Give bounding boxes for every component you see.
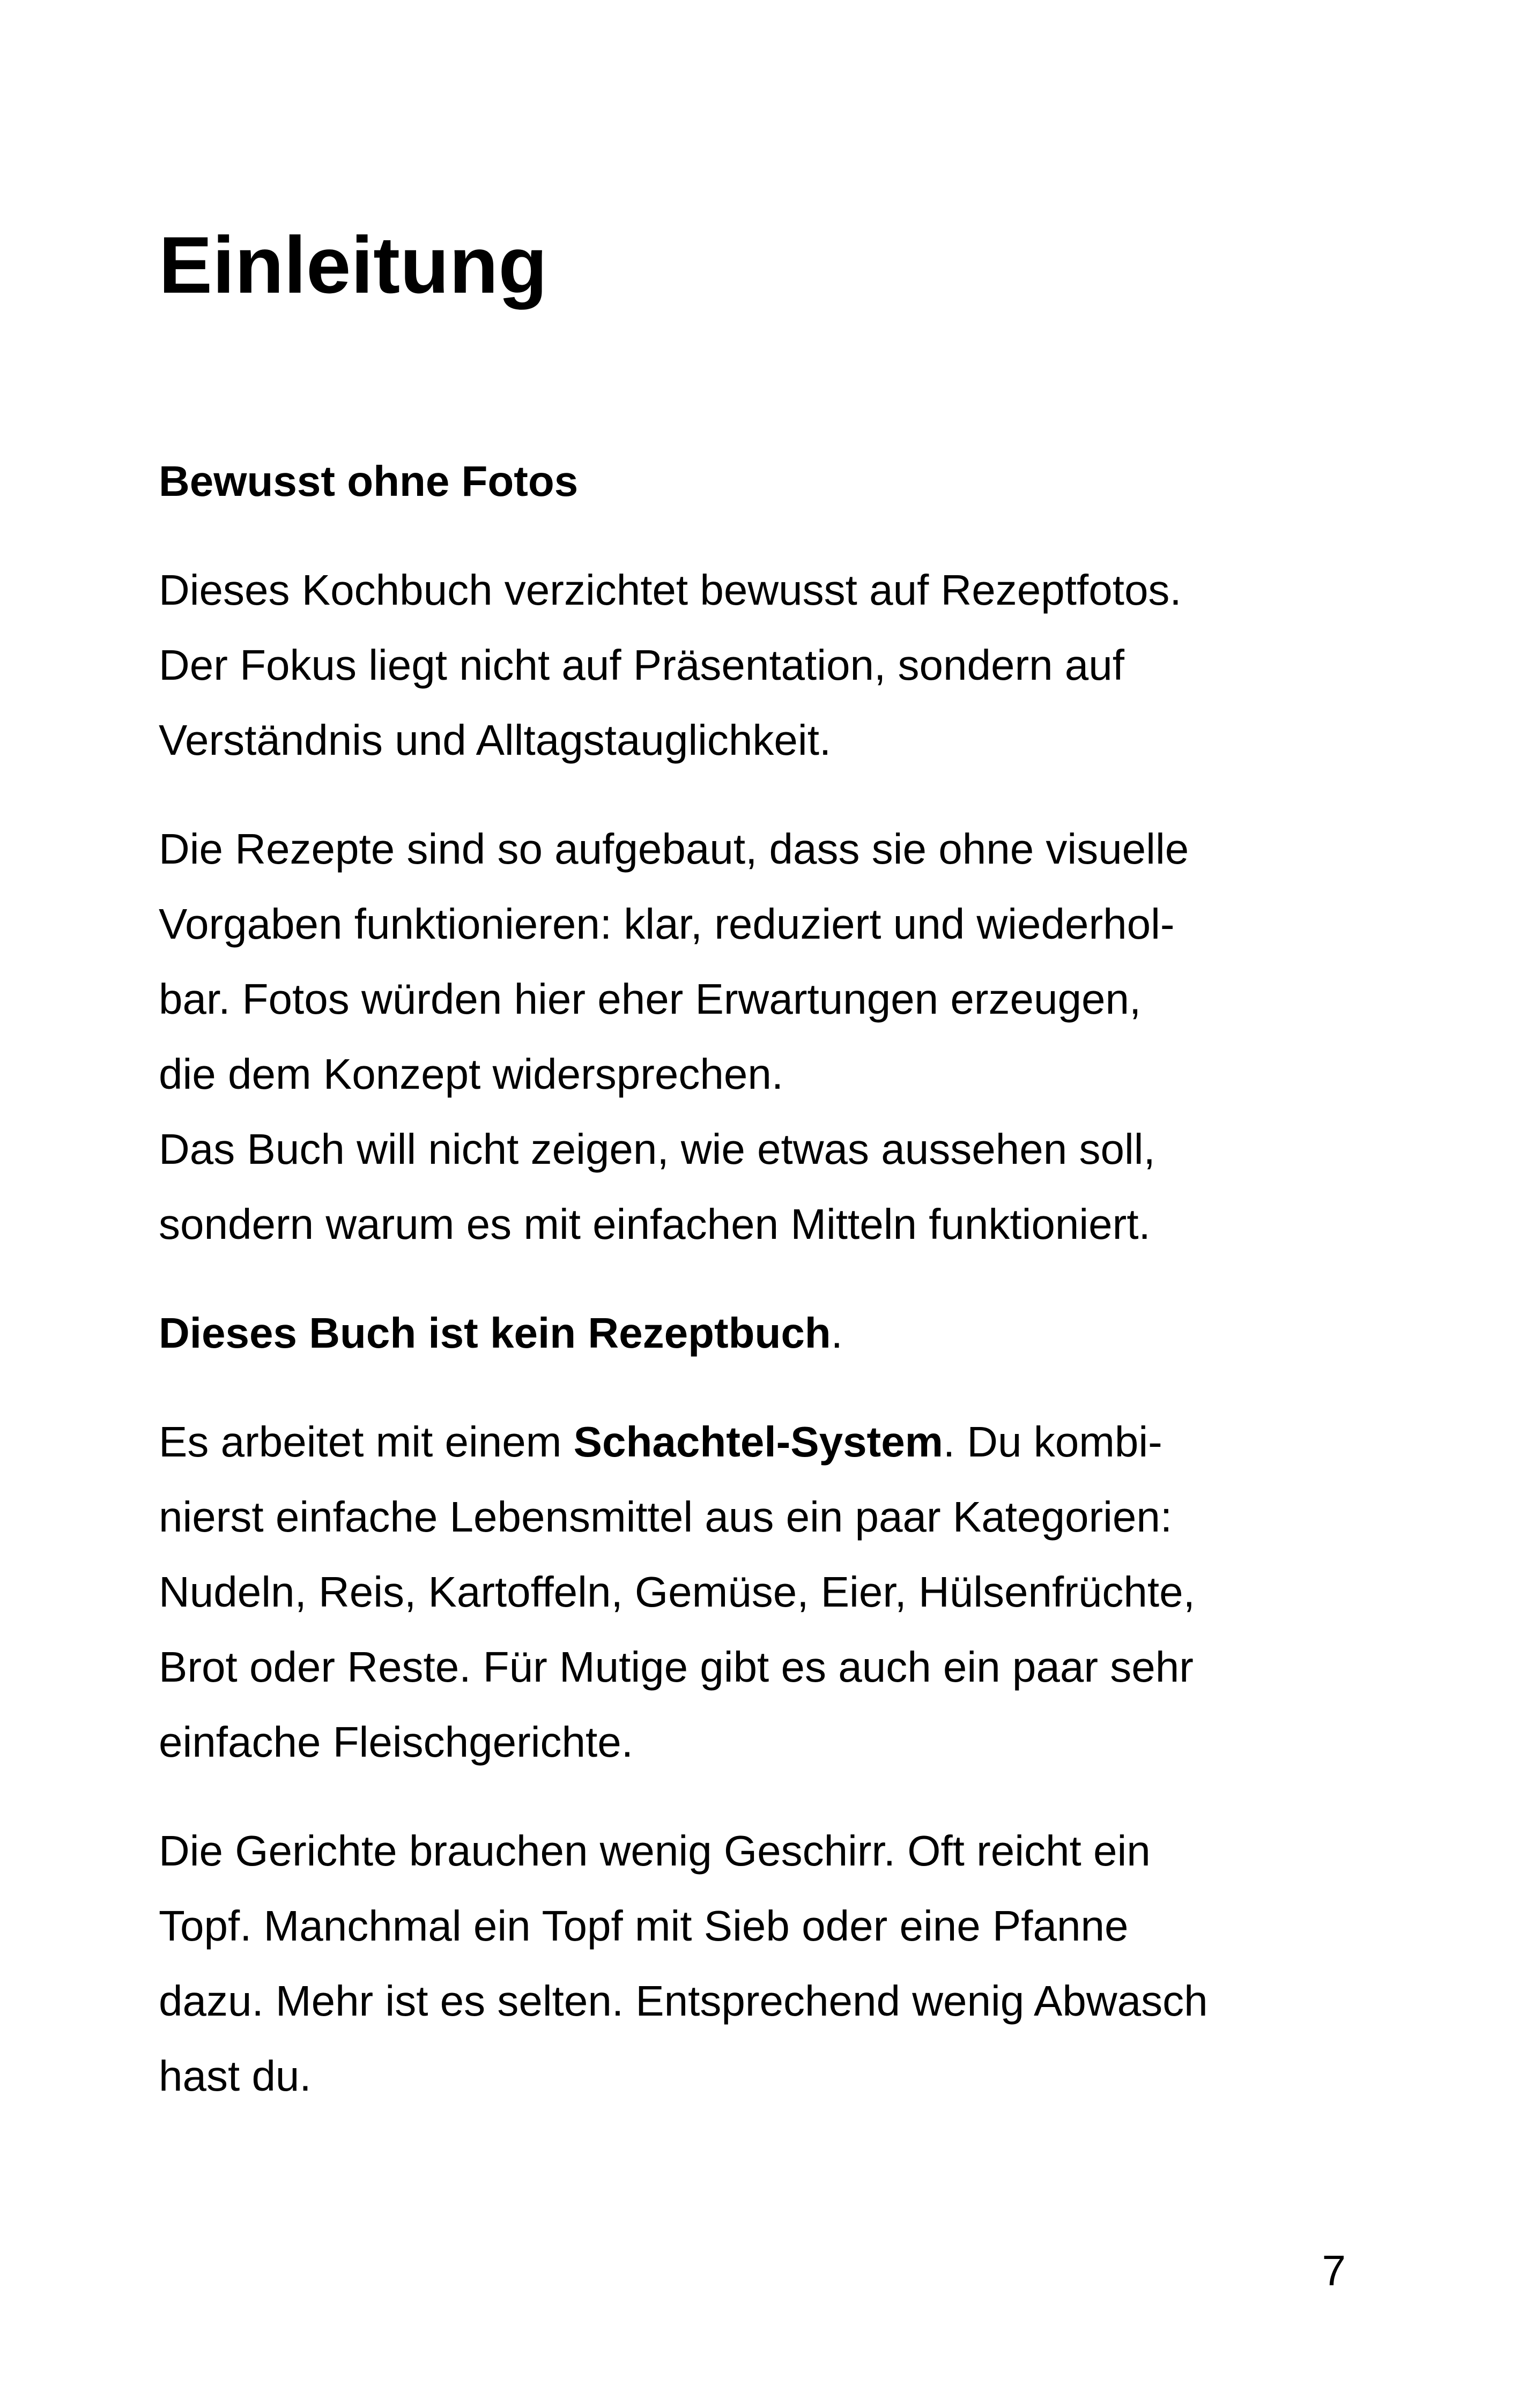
statement-end: . <box>831 1309 843 1357</box>
text-line: Brot oder Reste. Für Mutige gibt es auch ein paar sehr <box>159 1643 1194 1691</box>
text-line <box>159 1404 1365 1480</box>
schachtel-system-term: Schachtel-System <box>573 1418 943 1466</box>
text-line: nierst einfache Lebensmittel aus ein paar Kategorien: <box>159 1493 1173 1541</box>
statement-line <box>159 1296 1365 1371</box>
paragraph-gap <box>159 1262 1365 1296</box>
text-line: einfache Fleischgerichte. <box>159 1718 633 1766</box>
paragraph-gap <box>159 778 1365 812</box>
text-line: Die Rezepte sind so aufgebaut, dass sie ohne visuelle <box>159 825 1189 873</box>
paragraph-dishes <box>159 1814 1365 2114</box>
text-line: Vorgaben funktionieren: klar, reduziert und wiederhol- <box>159 900 1175 948</box>
text-line: Verständnis und Alltagstauglichkeit. <box>159 716 832 764</box>
text-line: Die Gerichte brauchen wenig Geschirr. Oft reicht ein <box>159 1827 1151 1875</box>
text-line: hast du. <box>159 2052 312 2100</box>
statement-bold: Dieses Buch ist kein Rezeptbuch <box>159 1309 831 1357</box>
text-line: dazu. Mehr ist es selten. Entsprechend wenig Abwasch <box>159 1977 1208 2025</box>
paragraph-gap <box>159 519 1365 553</box>
paragraph-no-photos <box>159 553 1365 778</box>
text-line: sondern warum es mit einfachen Mitteln funktioniert. <box>159 1200 1151 1248</box>
page-content <box>159 444 1365 2114</box>
paragraph-recipe-structure <box>159 812 1365 1262</box>
page-title: Einleitung <box>159 220 547 310</box>
text-fragment: . Du kombi- <box>943 1418 1162 1466</box>
paragraph-gap <box>159 1371 1365 1404</box>
text-fragment: Es arbeitet mit einem <box>159 1418 574 1466</box>
text-line: die dem Konzept widersprechen. <box>159 1050 784 1098</box>
text-line: Topf. Manchmal ein Topf mit Sieb oder eine Pfanne <box>159 1902 1129 1950</box>
text-line: Der Fokus liegt nicht auf Präsentation, sondern auf <box>159 641 1125 689</box>
text-line: Nudeln, Reis, Kartoffeln, Gemüse, Eier, Hülsenfrüchte, <box>159 1568 1195 1616</box>
paragraph-box-system <box>159 1404 1365 1780</box>
page-number: 7 <box>1322 2247 1346 2294</box>
section-heading: Bewusst ohne Fotos <box>159 457 579 505</box>
text-line: Dieses Kochbuch verzichtet bewusst auf Rezeptfotos. <box>159 566 1182 614</box>
text-line: Das Buch will nicht zeigen, wie etwas aussehen soll, <box>159 1125 1155 1173</box>
text-line: bar. Fotos würden hier eher Erwartungen erzeugen, <box>159 975 1142 1023</box>
paragraph-gap <box>159 1780 1365 1814</box>
